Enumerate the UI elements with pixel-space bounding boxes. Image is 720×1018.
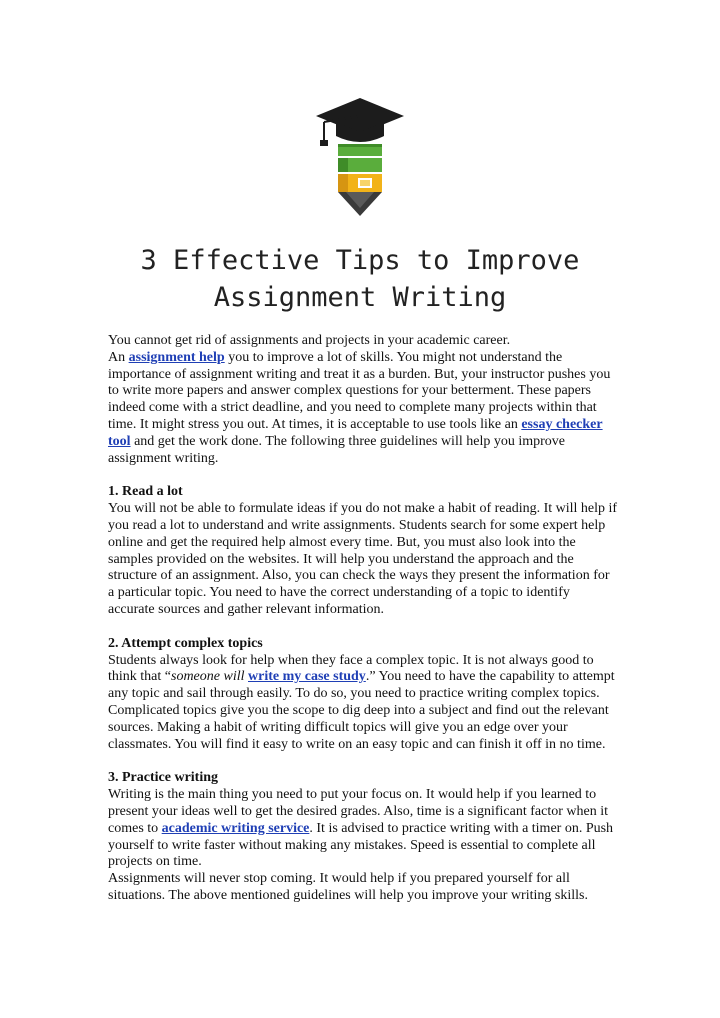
section2-text-a: Students always look for help when they face a complex topic. It is not always good to think that “ bbox=[108, 652, 594, 685]
title-line-1: 3 Effective Tips to Improve bbox=[140, 245, 580, 276]
intro-paragraph bbox=[108, 350, 618, 468]
page-title bbox=[0, 242, 720, 316]
section2-italic: someone will bbox=[171, 669, 248, 685]
document-body bbox=[108, 333, 618, 905]
intro-text-a: An bbox=[108, 349, 129, 365]
section1-heading: 1. Read a lot bbox=[108, 484, 183, 500]
essay-checker-tool-link[interactable]: essay checker tool bbox=[108, 416, 603, 449]
academic-writing-service-link[interactable]: academic writing service bbox=[161, 820, 310, 836]
section2-text-b: .” You need to have the capability to attempt any topic and sail through easily. To do so, you need to practice writing complex topics. Complicated topics give you the scope to dig deep into a subject and find out the relevant sources. Making a habit of writing difficult topics will give you an edge over your classmates. You will find it easy to write on an easy topic and can finish it off in no time. bbox=[108, 669, 615, 752]
section3-text-a: Writing is the main thing you need to put your focus on. It would help if you learned to present your ideas well to get the desired grades. Also, time is a significant factor when it comes to bbox=[108, 787, 608, 836]
title-line-2: Assignment Writing bbox=[213, 282, 507, 313]
section1-text: You will not be able to formulate ideas if you do not make a habit of reading. It will help if you read a lot to understand and write assignments. Students search for some expert help online and get the required help almost every time. But, you must also look into the samples provided on the websites. It will help you understand the approach and the structure of an assignment. Also, you can check the ways they present the information for a particular topic. You need to have the correct understanding of a topic to identify accurate sources and gather relevant information. bbox=[108, 501, 618, 617]
section2-heading: 2. Attempt complex topics bbox=[108, 635, 263, 651]
section3-paragraph bbox=[108, 787, 618, 871]
section3-heading: 3. Practice writing bbox=[108, 770, 219, 786]
assignment-help-link[interactable]: assignment help bbox=[128, 349, 225, 365]
write-my-case-study-link[interactable]: write my case study bbox=[248, 669, 366, 685]
intro-line: You cannot get rid of assignments and projects in your academic career. bbox=[108, 333, 511, 348]
graduation-cap-pencil-icon bbox=[308, 92, 412, 220]
intro-text-b: you to improve a lot of skills. You might not understand the importance of assignment writing and treat it as a burden. But, your instructor pushes you to write more papers and answer complex questions for your betterment. These papers indeed come with a strict deadline, and you need to complete many projects within that time. It might stress you out. At times, it is acceptable to use tools like an bbox=[108, 349, 611, 432]
section3-text-b: . It is advised to practice writing with a timer on. Push yourself to write faster without making any mistakes. Speed is essential to complete all projects on time. bbox=[108, 820, 614, 870]
intro-text-c: and get the work done. The following three guidelines will help you improve assignment writing. bbox=[108, 433, 565, 466]
section2-paragraph bbox=[108, 653, 618, 754]
closing-paragraph: Assignments will never stop coming. It would help if you prepared yourself for all situations. The above mentioned guidelines will help you improve your writing skills. bbox=[108, 871, 588, 903]
